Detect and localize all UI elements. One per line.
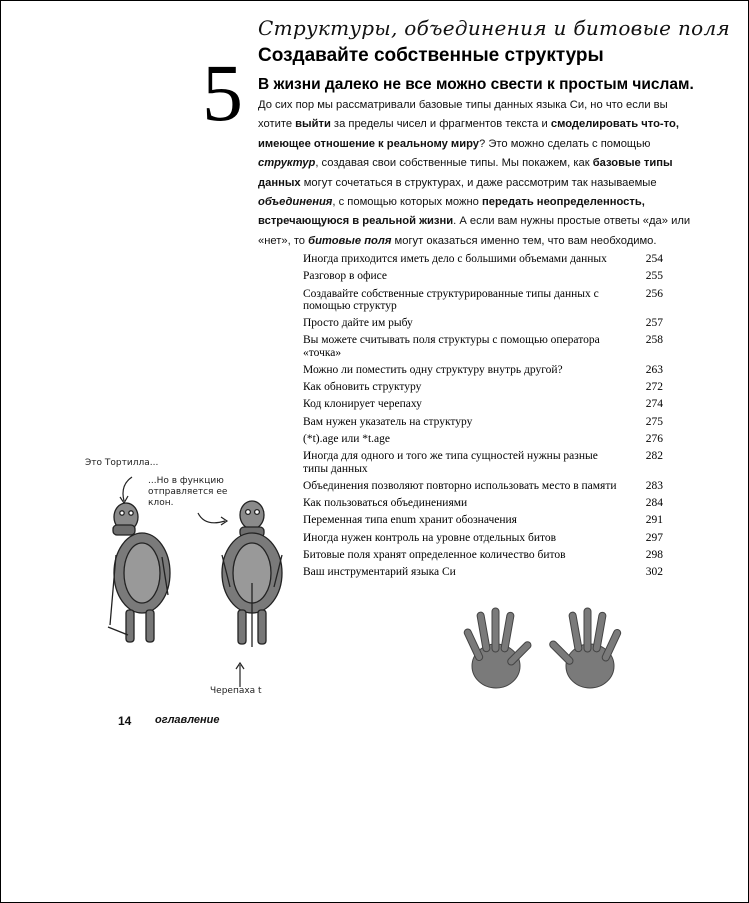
toc-entry <box>303 381 663 393</box>
toc-entry-page: 297 <box>645 531 663 544</box>
toc-entry-title: (*t).age или *t.age <box>303 433 391 446</box>
toc-entry-page: 256 <box>645 287 663 300</box>
toc-entry <box>303 566 663 578</box>
toc-entry-page: 272 <box>645 381 663 394</box>
toc-entry-title: Как пользоваться объединениями <box>303 497 468 510</box>
chapter-subheading: В жизни далеко не все можно свести к простым числам. <box>258 76 694 93</box>
toc-entry <box>303 514 663 526</box>
toc-entry-page: 291 <box>645 514 663 527</box>
toc-entry-page: 284 <box>645 497 663 510</box>
toc-entry-title: Вы можете считывать поля структуры с помощью оператора «точка» <box>303 334 600 359</box>
toc-entry <box>303 532 663 544</box>
intro-paragraph: До сих пор мы рассматривали базовые типы данных языка Си, но что если вы хотите выйти за пределы чисел и фрагментов текста и смоделировать что-то, имеющее отношение к реальному миру? Это можно сделать с помощью структур, создавая свои собственные типы. Мы покажем, как базовые типы данных могут сочетаться в структурах, и даже рассмотрим так называемые объединения, с помощью которых можно передать неопределенность, встречающуюся в реальной жизни. А если вам нужны простые ответы «да» или «нет», то битовые поля могут оказаться именно тем, что вам необходимо. <box>258 99 691 247</box>
table-of-contents <box>303 253 663 584</box>
turtle-clone <box>222 501 282 647</box>
chapter-heading: Создавайте собственные структуры <box>258 45 604 66</box>
toc-entry-page: 263 <box>645 363 663 376</box>
toc-entry <box>303 317 663 329</box>
toc-entry-page: 254 <box>645 253 663 265</box>
toc-entry <box>303 253 663 265</box>
toc-entry <box>303 497 663 509</box>
toc-entry-title: Вам нужен указатель на структуру <box>303 415 473 428</box>
toc-entry-title: Просто дайте им рыбу <box>303 317 413 330</box>
toc-entry-title: Ваш инструментарий языка Си <box>303 566 456 579</box>
toc-entry-page: 274 <box>645 398 663 411</box>
toc-entry-title: Код клонирует черепаху <box>303 398 422 411</box>
note-turtle-t: Черепаха t <box>210 686 262 696</box>
toc-entry-title: Иногда нужен контроль на уровне отдельных битов <box>303 531 557 544</box>
toc-entry <box>303 416 663 428</box>
toc-entry <box>303 433 663 445</box>
toc-entry-page: 275 <box>645 415 663 428</box>
toc-entry-title: Переменная типа enum хранит обозначения <box>303 514 517 527</box>
turtle-original <box>108 503 170 642</box>
toc-entry <box>303 480 663 492</box>
toc-entry-title: Иногда для одного и того же типа сущностей нужны разные типы данных <box>303 450 598 475</box>
page-number: 14 <box>118 714 132 728</box>
note-clone: ...Но в функцию отправляется ее клон. <box>148 476 228 508</box>
toc-entry-title: Иногда приходится иметь дело с большими объемами данных <box>303 253 607 265</box>
toc-entry-page: 302 <box>645 566 663 579</box>
chapter-title-fancy: Структуры, объединения и битовые поля <box>258 16 731 40</box>
note-tortilla: Это Тортилла... <box>85 458 159 468</box>
toc-entry-page: 283 <box>645 479 663 492</box>
chapter-number: 5 <box>202 47 243 138</box>
toc-entry-page: 258 <box>645 334 663 347</box>
toc-entry-title: Как обновить структуру <box>303 381 422 394</box>
running-footer-label: оглавление <box>155 714 220 726</box>
toc-entry-page: 298 <box>645 549 663 562</box>
toc-entry-title: Разговор в офисе <box>303 270 387 283</box>
toc-entry <box>303 334 663 358</box>
toc-entry <box>303 288 663 312</box>
toc-entry <box>303 398 663 410</box>
toc-entry-page: 282 <box>645 450 663 463</box>
toc-entry-title: Создавайте собственные структурированные типы данных с помощью структур <box>303 287 599 312</box>
toc-entry-title: Битовые поля хранят определенное количество битов <box>303 549 566 562</box>
toc-entry <box>303 270 663 282</box>
hands-illustration <box>448 598 638 698</box>
toc-entry <box>303 364 663 376</box>
toc-entry-title: Можно ли поместить одну структуру внутрь другой? <box>303 363 563 376</box>
toc-entry-page: 257 <box>645 317 663 330</box>
toc-entry-page: 255 <box>645 270 663 283</box>
toc-entry-title: Объединения позволяют повторно использовать место в памяти <box>303 479 617 492</box>
toc-entry <box>303 450 663 474</box>
toc-entry <box>303 549 663 561</box>
toc-entry-page: 276 <box>645 433 663 446</box>
